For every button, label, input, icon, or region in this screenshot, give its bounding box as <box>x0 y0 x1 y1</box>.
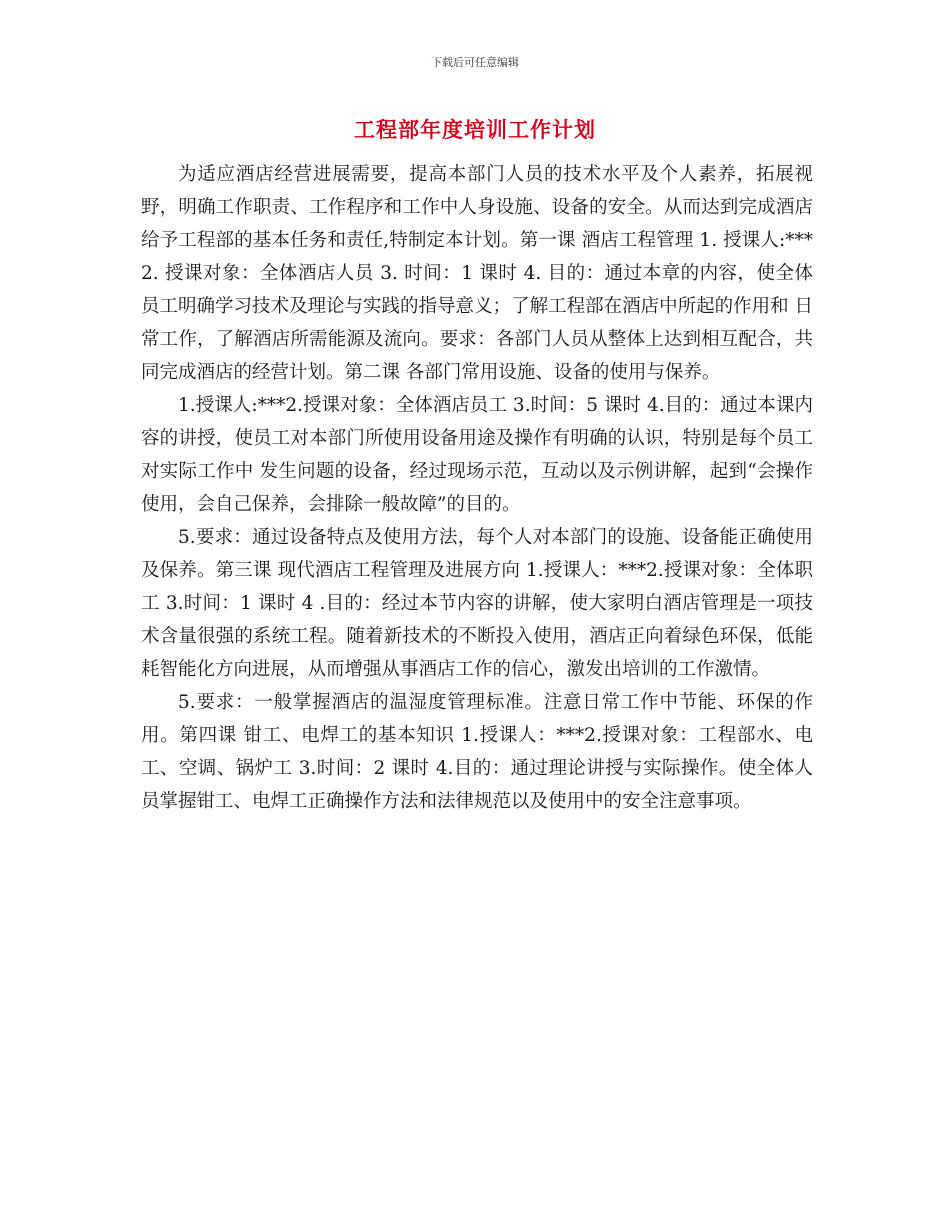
header-note: 下载后可任意编辑 <box>431 56 519 69</box>
paragraph-3: 5.要求：通过设备特点及使用方法，每个人对本部门的设施、设备能正确使用及保养。第三课 现代酒店工程管理及进展方向 1.授课人：***2.授课对象：全体职工 3.时间：1 课时 4 .目的：经过本节内容的讲解，使大家明白酒店管理是一项技术含量很强的系统工程。随着新技术的不断投入使用，酒店正向着绿色环保，低能耗智能化方向进展，从而增强从事酒店工作的信心，激发出培训的工作激情。 <box>141 527 813 680</box>
document-title: 工程部年度培训工作计划 <box>354 118 596 142</box>
paragraph-2: 1.授课人:***2.授课对象：全体酒店员工 3.时间：5 课时 4.目的：通过本课内容的讲授，使员工对本部门所使用设备用途及操作有明确的认识，特别是每个员工对实际工作中 发生问题的设备，经过现场示范，互动以及示例讲解，起到“会操作使用，会自己保养，会排除一般故障”的目的。 <box>141 395 813 515</box>
document-body <box>141 158 813 818</box>
paragraph-4: 5.要求：一般掌握酒店的温湿度管理标准。注意日常工作中节能、环保的作用。第四课 钳工、电焊工的基本知识 1.授课人：***2.授课对象：工程部水、电工、空调、锅炉工 3.时间：2 课时 4.目的：通过理论讲授与实际操作。使全体人员掌握钳工、电焊工正确操作方法和法律规范以及使用中的安全注意事项。 <box>141 692 813 812</box>
paragraph-1: 为适应酒店经营进展需要，提高本部门人员的技术水平及个人素养，拓展视野，明确工作职责、工作程序和工作中人身设施、设备的安全。从而达到完成酒店给予工程部的基本任务和责任,特制定本计划。第一课 酒店工程管理 1. 授课人:***2. 授课对象：全体酒店人员 3. 时间：1 课时 4. 目的：通过本章的内容，使全体员工明确学习技术及理论与实践的指导意义；了解工程部在酒店中所起的作用和 日常工作，了解酒店所需能源及流向。要求：各部门人员从整体上达到相互配合，共同完成酒店的经营计划。第二课 各部门常用设施、设备的使用与保养。 <box>141 164 813 383</box>
